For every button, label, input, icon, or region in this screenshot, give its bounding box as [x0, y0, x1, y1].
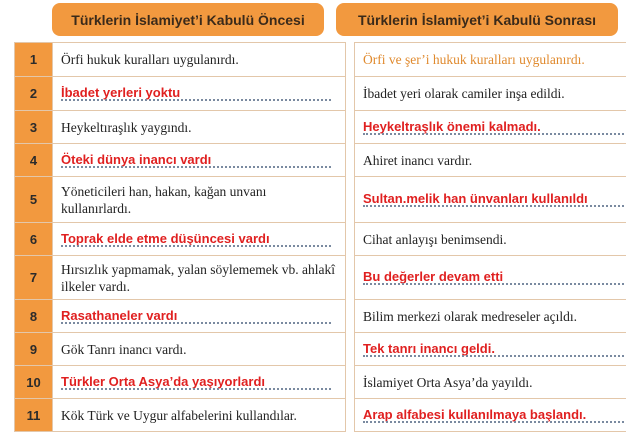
statement-text: Ahiret inancı vardır. [363, 152, 473, 168]
row-number: 7 [15, 256, 53, 300]
handwritten-answer: Bu değerler devam etti [363, 269, 504, 284]
statement-text: İslamiyet Orta Asya’da yayıldı. [363, 374, 533, 390]
table-row [15, 366, 626, 399]
handwritten-answer: Arap alfabesi kullanılmaya başlandı. [363, 406, 587, 422]
answer-fill-line [363, 406, 626, 425]
comparison-table [14, 42, 626, 432]
after-islam-cell [355, 300, 626, 333]
answer-fill-line [61, 373, 337, 392]
table-row [15, 43, 626, 77]
after-islam-cell [355, 333, 626, 366]
dotted-line [61, 166, 331, 168]
dotted-line [363, 133, 626, 135]
dotted-line [61, 245, 331, 247]
after-islam-cell [355, 111, 626, 144]
dotted-line [363, 355, 626, 357]
table-row [15, 77, 626, 111]
row-number: 8 [15, 300, 53, 333]
column-gap [346, 223, 355, 256]
column-gap [346, 300, 355, 333]
handwritten-answer: Rasathaneler vardı [61, 307, 178, 323]
before-islam-cell [53, 223, 346, 256]
table-row [15, 256, 626, 300]
statement-text: Heykeltıraşlık yaygındı. [61, 119, 192, 135]
before-islam-cell [53, 399, 346, 432]
answer-fill-line [61, 151, 337, 170]
column-gap [346, 399, 355, 432]
before-islam-cell [53, 300, 346, 333]
table-row [15, 111, 626, 144]
answer-fill-line [61, 307, 337, 326]
before-islam-cell [53, 366, 346, 399]
statement-text: Yöneticileri han, hakan, kağan unvanı kullanırlardı. [61, 183, 267, 216]
handwritten-answer: Tek tanrı inancı geldi. [363, 340, 495, 356]
table-row [15, 223, 626, 256]
before-islam-cell [53, 177, 346, 223]
table-row [15, 300, 626, 333]
column-gap [346, 333, 355, 366]
row-number: 11 [15, 399, 53, 432]
after-islam-cell [355, 144, 626, 177]
after-islam-cell [355, 366, 626, 399]
row-number: 5 [15, 177, 53, 223]
column-gap [346, 144, 355, 177]
statement-text: Gök Tanrı inancı vardı. [61, 341, 187, 357]
column-gap [346, 111, 355, 144]
handwritten-answer: Heykeltraşlık önemi kalmadı. [363, 118, 541, 134]
answer-fill-line [61, 230, 337, 249]
table-row [15, 333, 626, 366]
dotted-line [363, 421, 626, 423]
after-islam-cell [355, 223, 626, 256]
column-headers [0, 0, 626, 40]
statement-text: Örfi ve şer’i hukuk kuralları uygulanırdı. [363, 52, 585, 67]
before-islam-cell [53, 144, 346, 177]
answer-fill-line [363, 190, 626, 209]
column-gap [346, 43, 355, 77]
answer-fill-line [61, 84, 337, 103]
dotted-line [61, 99, 331, 101]
after-islam-cell [355, 177, 626, 223]
before-islam-cell [53, 256, 346, 300]
header-after-islam: Türklerin İslamiyet’i Kabulü Sonrası [336, 3, 618, 36]
dotted-line [363, 283, 626, 285]
table-row [15, 177, 626, 223]
column-gap [346, 366, 355, 399]
statement-text: İbadet yeri olarak camiler inşa edildi. [363, 86, 565, 101]
after-islam-cell [355, 399, 626, 432]
row-number: 10 [15, 366, 53, 399]
handwritten-answer: Toprak elde etme düşüncesi vardı [61, 230, 270, 246]
statement-text: Hırsızlık yapmamak, yalan söylememek vb. ahlakî ilkeler vardı. [61, 261, 336, 294]
handwritten-answer: Öteki dünya inancı vardı [61, 151, 212, 167]
after-islam-cell [355, 43, 626, 77]
statement-text: Bilim merkezi olarak medreseler açıldı. [363, 308, 578, 324]
statement-text: Örfi hukuk kuralları uygulanırdı. [61, 52, 239, 67]
dotted-line [61, 322, 331, 324]
before-islam-cell [53, 43, 346, 77]
after-islam-cell [355, 256, 626, 300]
row-number: 1 [15, 43, 53, 77]
row-number: 4 [15, 144, 53, 177]
header-before-islam: Türklerin İslamiyet’i Kabulü Öncesi [52, 3, 324, 36]
row-number: 6 [15, 223, 53, 256]
answer-fill-line [363, 340, 626, 359]
after-islam-cell [355, 77, 626, 111]
row-number: 2 [15, 77, 53, 111]
column-gap [346, 77, 355, 111]
answer-fill-line [363, 268, 626, 287]
dotted-line [363, 205, 626, 207]
handwritten-answer: İbadet yerleri yoktu [61, 85, 181, 100]
row-number: 9 [15, 333, 53, 366]
dotted-line [61, 388, 331, 390]
handwritten-answer: Türkler Orta Asya’da yaşıyorlardı [61, 373, 266, 389]
before-islam-cell [53, 333, 346, 366]
before-islam-cell [53, 111, 346, 144]
column-gap [346, 177, 355, 223]
answer-fill-line [363, 118, 626, 137]
before-islam-cell [53, 77, 346, 111]
column-gap [346, 256, 355, 300]
statement-text: Cihat anlayışı benimsendi. [363, 231, 507, 247]
statement-text: Kök Türk ve Uygur alfabelerini kullandılar. [61, 407, 297, 423]
table-row [15, 399, 626, 432]
table-row [15, 144, 626, 177]
handwritten-answer: Sultan.melik han ünvanları kullanıldı [363, 191, 588, 206]
row-number: 3 [15, 111, 53, 144]
